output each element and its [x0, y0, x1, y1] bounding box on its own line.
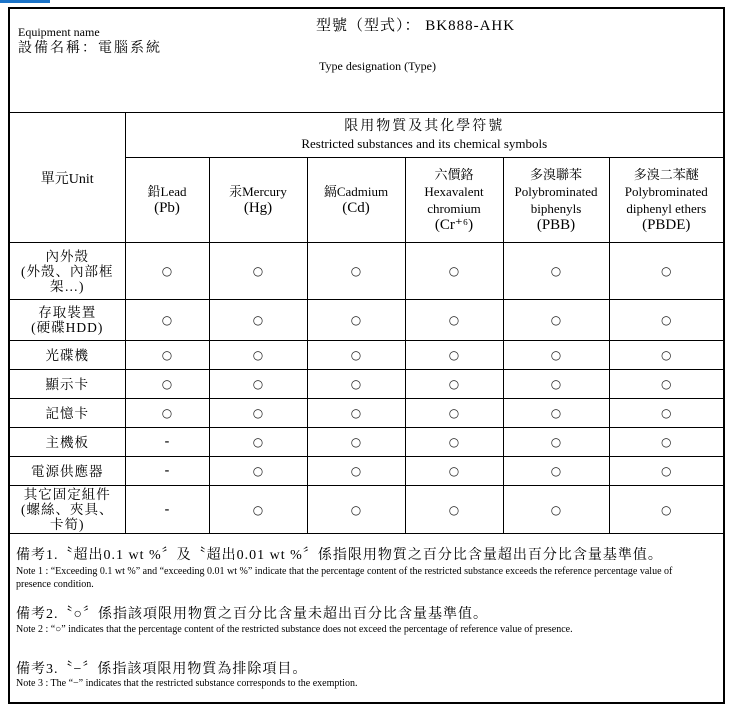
table-row	[10, 399, 723, 428]
presence-cell: ○	[209, 300, 307, 341]
presence-cell: ○	[209, 428, 307, 457]
presence-cell: ○	[503, 457, 609, 486]
presence-cell: ○	[209, 486, 307, 534]
presence-cell: ○	[405, 300, 503, 341]
presence-cell: ○	[307, 457, 405, 486]
substance-line2: Polybrominated diphenyl ethers	[624, 184, 708, 216]
presence-cell: ○	[307, 486, 405, 534]
substance-line3: (Hg)	[243, 200, 273, 216]
presence-cell: ○	[307, 370, 405, 399]
table-row	[10, 486, 723, 534]
presence-cell: ○	[125, 399, 209, 428]
presence-cell: ○	[503, 486, 609, 534]
unit-cell: 存取裝置 (硬碟HDD)	[10, 300, 125, 341]
presence-cell: ○	[125, 300, 209, 341]
presence-cell: ○	[125, 370, 209, 399]
substance-line1: 多溴二苯醚	[633, 167, 699, 182]
table-row	[10, 370, 723, 399]
presence-cell: ○	[503, 341, 609, 370]
presence-cell: ○	[209, 370, 307, 399]
substance-header-0	[125, 158, 209, 243]
presence-cell: ○	[609, 300, 723, 341]
presence-cell: ○	[609, 428, 723, 457]
rohs-declaration	[8, 7, 725, 704]
note-1-en: Note 1 : “Exceeding 0.1 wt %” and “exceeding 0.01 wt %” indicate that the percentage content of the restricted substance exceeds the reference percentage value of presence condition.	[16, 566, 673, 590]
note-2-en: Note 2 : “○” indicates that the percentage content of the restricted substance does not exceed the percentage of reference value of presence.	[16, 624, 573, 635]
presence-cell: ○	[307, 428, 405, 457]
table-row	[10, 300, 723, 341]
note-3-zh: 備考3.〝−〞係指該項限用物質為排除項目。	[16, 662, 308, 677]
presence-cell: ○	[307, 243, 405, 300]
table-row	[10, 457, 723, 486]
presence-cell: ○	[125, 243, 209, 300]
substance-line3: (PBDE)	[642, 217, 691, 233]
presence-cell: ○	[503, 428, 609, 457]
substance-header-2	[307, 158, 405, 243]
presence-cell: ○	[503, 243, 609, 300]
presence-cell: ○	[307, 300, 405, 341]
substance-line3: (Pb)	[154, 200, 180, 216]
equipment-name-zh: 設備名稱：電腦系統	[18, 41, 162, 56]
presence-cell: ○	[609, 399, 723, 428]
presence-cell: -	[125, 428, 209, 457]
substance-line1: 鎘Cadmium	[323, 184, 389, 199]
note-3-en: Note 3 : The “−” indicates that the restricted substance corresponds to the exemption.	[16, 678, 358, 689]
presence-cell: ○	[209, 399, 307, 428]
presence-cell: ○	[405, 243, 503, 300]
presence-cell: ○	[209, 341, 307, 370]
presence-cell: ○	[405, 457, 503, 486]
header-section	[10, 9, 723, 113]
restricted-substances-header	[125, 113, 723, 158]
model-number: 型號（型式）： BK888-AHK	[316, 18, 516, 34]
presence-cell: ○	[125, 341, 209, 370]
substance-header-3	[405, 158, 503, 243]
type-designation: Type designation (Type)	[319, 59, 436, 73]
presence-cell: ○	[307, 399, 405, 428]
presence-cell: ○	[609, 457, 723, 486]
presence-cell: ○	[503, 300, 609, 341]
presence-cell: -	[125, 457, 209, 486]
presence-cell: ○	[609, 486, 723, 534]
equipment-name-en: Equipment name	[18, 25, 100, 39]
substance-line3: (PBB)	[536, 217, 576, 233]
unit-cell: 內外殼 (外殼、內部框架…)	[10, 243, 125, 300]
substance-line1: 汞Mercury	[229, 184, 287, 199]
presence-cell: ○	[503, 399, 609, 428]
group-header-en: Restricted substances and its chemical symbols	[301, 136, 548, 151]
presence-cell: ○	[209, 243, 307, 300]
substance-header-5	[609, 158, 723, 243]
table-row	[10, 341, 723, 370]
presence-cell: ○	[503, 370, 609, 399]
substance-header-1	[209, 158, 307, 243]
group-header-zh: 限用物質及其化學符號	[344, 119, 505, 134]
unit-cell: 電源供應器	[10, 457, 125, 486]
table-row	[10, 243, 723, 300]
substance-line1: 鉛Lead	[147, 184, 187, 199]
presence-cell: ○	[209, 457, 307, 486]
substance-line1: 多溴聯苯	[529, 167, 582, 182]
presence-cell: ○	[307, 341, 405, 370]
accent-strip	[0, 0, 50, 3]
substance-line2: Hexavalent chromium	[424, 184, 484, 216]
presence-cell: -	[125, 486, 209, 534]
note-1-zh: 備考1.〝超出0.1 wt %〞及〝超出0.01 wt %〞係指限用物質之百分比含量超出百分比含量基準值。	[16, 548, 663, 563]
presence-cell: ○	[405, 399, 503, 428]
unit-cell: 主機板	[10, 428, 125, 457]
unit-cell: 其它固定組件(螺絲、夾具、卡筍)	[10, 486, 125, 534]
unit-cell: 光碟機	[10, 341, 125, 370]
presence-cell: ○	[405, 486, 503, 534]
substance-table	[10, 112, 723, 534]
unit-header: 單元Unit	[10, 113, 125, 243]
substance-line3: (Cd)	[342, 200, 370, 216]
presence-cell: ○	[405, 428, 503, 457]
presence-cell: ○	[609, 341, 723, 370]
table-row	[10, 428, 723, 457]
presence-cell: ○	[405, 370, 503, 399]
substance-line1: 六價鉻	[434, 167, 474, 182]
substance-line2: Polybrominated biphenyls	[514, 184, 598, 216]
presence-cell: ○	[405, 341, 503, 370]
unit-cell: 記憶卡	[10, 399, 125, 428]
note-2-zh: 備考2.〝○〞係指該項限用物質之百分比含量未超出百分比含量基準值。	[16, 607, 488, 622]
substance-header-4	[503, 158, 609, 243]
presence-cell: ○	[609, 370, 723, 399]
substance-line3: (Cr⁺⁶)	[434, 217, 474, 233]
presence-cell: ○	[609, 243, 723, 300]
unit-cell: 顯示卡	[10, 370, 125, 399]
top-bar	[0, 0, 732, 3]
